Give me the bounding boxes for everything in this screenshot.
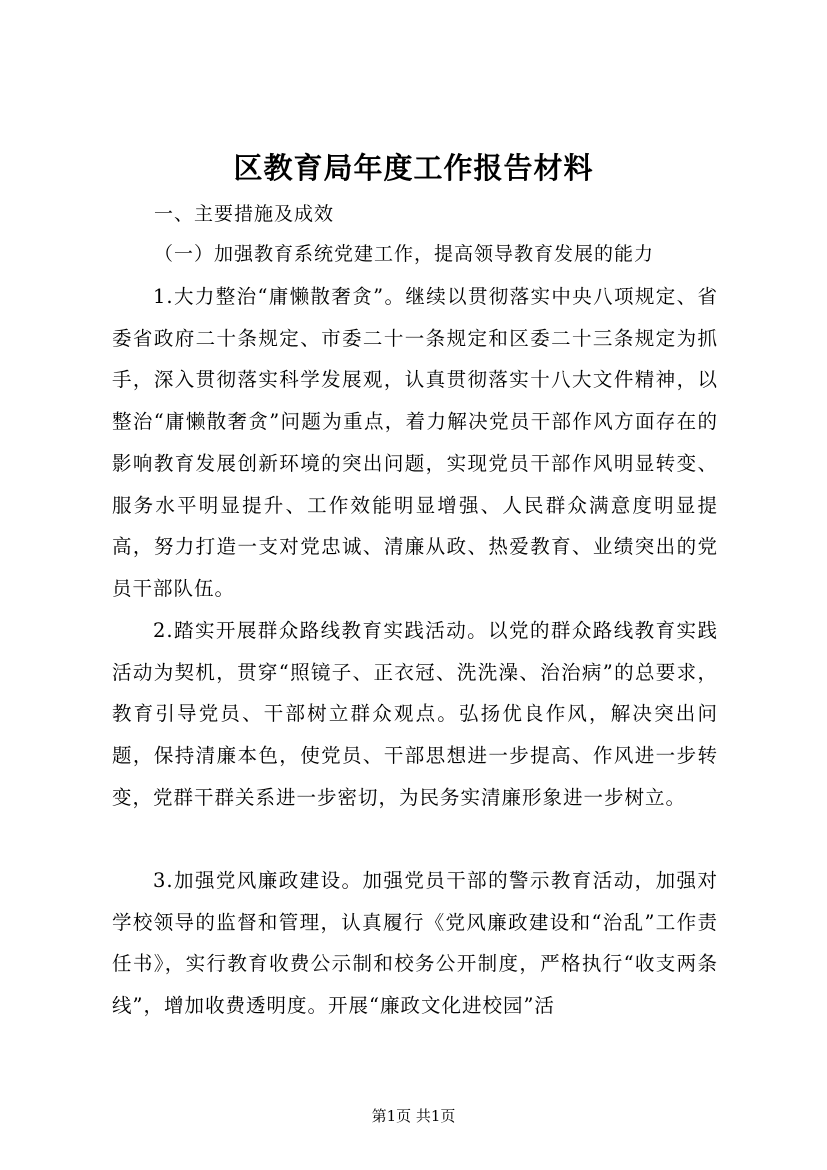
subsection-heading: （一）加强教育系统党建工作，提高领导教育发展的能力 xyxy=(154,243,655,265)
page-footer: 第1页 共1页 xyxy=(371,1107,456,1125)
document-title: 区教育局年度工作报告材料 xyxy=(233,151,594,185)
section-heading: 一、主要措施及成效 xyxy=(154,203,335,225)
paragraph-3: 3.加强党风廉政建设。加强党员干部的警示教育活动，加强对学校领导的监督和管理，认真履行《党风廉政建设和“治乱”工作责任书》，实行教育收费公示制和校务公开制度，严格执行“收支两条线”，增加收费透明度。开展“廉政文化进校园”活 xyxy=(112,869,718,1018)
paragraph-2: 2.踏实开展群众路线教育实践活动。以党的群众路线教育实践活动为契机，贯穿“照镜子、正衣冠、洗洗澡、治治病”的总要求，教育引导党员、干部树立群众观点。弘扬优良作风，解决突出问题，保持清廉本色，使党员、干部思想进一步提高、作风进一步转变，党群干群关系进一步密切，为民务实清廉形象进一步树立。 xyxy=(112,619,718,809)
paragraph-1: 1.大力整治“庸懒散奢贪”。继续以贯彻落实中央八项规定、省委省政府二十条规定、市委二十一条规定和区委二十三条规定为抓手，深入贯彻落实科学发展观，认真贯彻落实十八大文件精神，以整治“庸懒散奢贪”问题为重点，着力解决党员干部作风方面存在的影响教育发展创新环境的突出问题，实现党员干部作风明显转变、服务水平明显提升、工作效能明显增强、人民群众满意度明显提高，努力打造一支对党忠诚、清廉从政、热爱教育、业绩突出的党员干部队伍。 xyxy=(112,285,718,600)
